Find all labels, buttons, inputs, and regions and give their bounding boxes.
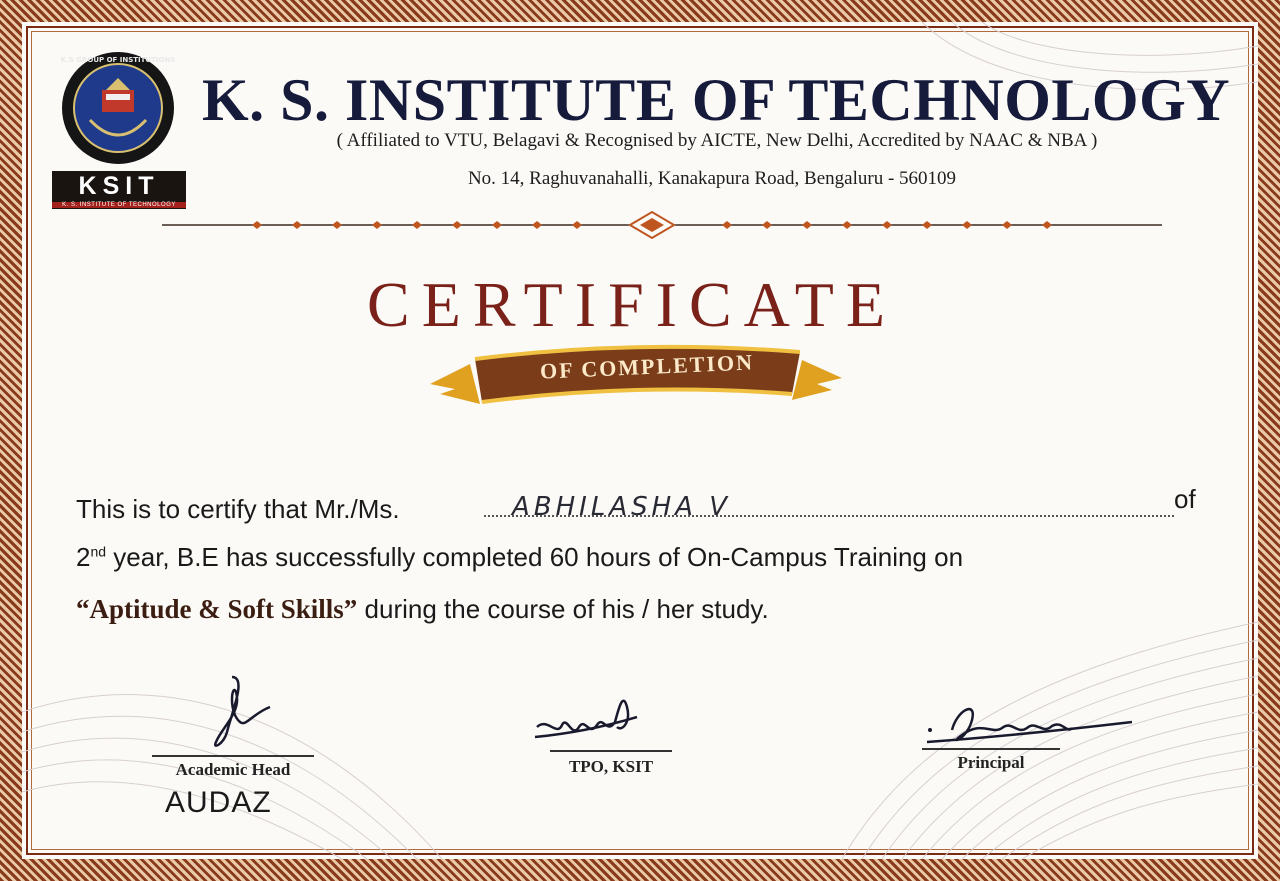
ribbon-text: OF COMPLETION [539,349,755,384]
year-number: 2 [76,542,91,572]
of-text: of [1174,484,1196,514]
certificate-body [22,22,1258,859]
affiliation-text: ( Affiliated to VTU, Belagavi & Recognised by AICTE, New Delhi, Accredited by NAAC & NBA ) [336,130,1098,151]
logo-text: K.S GROUP OF INSTITUTIONS [60,56,176,64]
principal-label: Principal [957,753,1025,772]
year-suffix: nd [90,543,107,560]
tpo-line [550,750,672,752]
audaz-logo-text: AUDAZ [165,786,272,819]
principal-line [922,748,1060,750]
course-rest: during the course of his / her study. [357,594,769,624]
ornamental-divider [162,210,1162,240]
course-name: “Aptitude & Soft Skills” [76,594,358,624]
ksit-badge [52,171,186,209]
institute-name: K. S. INSTITUTE OF TECHNOLOGY [202,67,1231,133]
tpo-signature [527,687,647,757]
course-statement [76,594,769,625]
address-text: No. 14, Raghuvanahalli, Kanakapura Road, Bengaluru - 560109 [467,168,957,189]
completion-statement [76,542,963,573]
tpo-label: TPO, KSIT [568,757,654,776]
academic-head-line [152,755,314,757]
ksit-badge-text: KSIT [78,172,160,200]
institution-logo [60,50,176,166]
certificate-title: CERTIFICATE [367,269,897,340]
ksit-badge-subtext: K. S. INSTITUTE OF TECHNOLOGY [52,202,186,208]
student-name: ABHILASHA V [512,492,732,522]
academic-head-label: Academic Head [175,760,291,779]
academic-head-signature [202,672,272,752]
certify-text: This is to certify that Mr./Ms. [76,494,400,524]
completion-rest: year, B.E has successfully completed 60 hours of On-Campus Training on [106,542,964,572]
